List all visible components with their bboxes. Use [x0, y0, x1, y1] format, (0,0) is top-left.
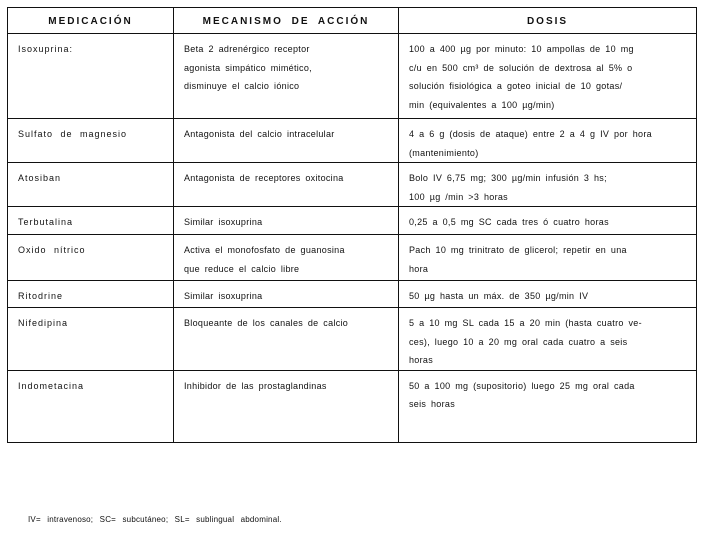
- cell-medicacion: Indometacina: [8, 370, 174, 442]
- text-line: seis horas: [409, 399, 456, 409]
- text-line: 50 µg hasta un máx. de 350 µg/min IV: [409, 291, 589, 301]
- medication-table: [7, 7, 697, 443]
- cell-mecanismo: [174, 163, 399, 207]
- text-line: Bolo IV 6,75 mg; 300 µg/min infusión 3 hs;: [409, 173, 607, 183]
- cell-dosis: [399, 235, 697, 281]
- header-medicacion: MEDICACIÓN: [8, 8, 174, 34]
- table-row: [8, 163, 697, 207]
- text-line: horas: [409, 355, 434, 365]
- text-line: 100 a 400 µg por minuto: 10 ampollas de 10 mg: [409, 44, 634, 54]
- text-line: Similar isoxuprina: [184, 291, 263, 301]
- text-line: Pach 10 mg trinitrato de glicerol; repetir en una: [409, 245, 627, 255]
- cell-dosis: [399, 308, 697, 371]
- header-dosis: DOSIS: [399, 8, 697, 34]
- cell-medicacion: Isoxuprina:: [8, 34, 174, 119]
- table-row: [8, 34, 697, 119]
- cell-mecanismo: [174, 308, 399, 371]
- cell-dosis: [399, 34, 697, 119]
- text-line: 50 a 100 mg (supositorio) luego 25 mg oral cada: [409, 380, 635, 391]
- table-row: [8, 370, 697, 442]
- cell-mecanismo: [174, 207, 399, 235]
- header-row: [8, 8, 697, 34]
- text-line: min (equivalentes a 100 µg/min): [409, 99, 555, 110]
- cell-mecanismo: [174, 34, 399, 119]
- table-row: [8, 119, 697, 163]
- cell-medicacion: Atosiban: [8, 163, 174, 207]
- text-line: Bloqueante de los canales de calcio: [184, 318, 349, 328]
- text-line: Similar isoxuprina: [184, 217, 263, 227]
- cell-mecanismo: [174, 119, 399, 163]
- cell-dosis: [399, 119, 697, 163]
- text-line: ces), luego 10 a 20 mg oral cada cuatro a seis: [409, 336, 628, 347]
- text-line: Beta 2 adrenérgico receptor: [184, 44, 310, 54]
- text-line: disminuye el calcio iónico: [184, 81, 300, 91]
- cell-dosis: [399, 281, 697, 308]
- cell-dosis: [399, 207, 697, 235]
- cell-dosis: [399, 370, 697, 442]
- text-line: hora: [409, 263, 429, 274]
- cell-medicacion: Terbutalina: [8, 207, 174, 235]
- cell-medicacion: Sulfato de magnesio: [8, 119, 174, 163]
- text-line: (mantenimiento): [409, 147, 479, 158]
- cell-dosis: [399, 163, 697, 207]
- cell-mecanismo: [174, 235, 399, 281]
- text-line: Inhibidor de las prostaglandinas: [184, 380, 327, 391]
- text-line: que reduce el calcio libre: [184, 263, 300, 274]
- table-row: [8, 207, 697, 235]
- cell-mecanismo: [174, 370, 399, 442]
- text-line: 4 a 6 g (dosis de ataque) entre 2 a 4 g IV por hora: [409, 129, 652, 139]
- cell-medicacion: Oxido nítrico: [8, 235, 174, 281]
- text-line: Activa el monofosfato de guanosina: [184, 245, 345, 255]
- text-line: c/u en 500 cm³ de solución de dextrosa al 5% o: [409, 62, 633, 73]
- abbreviations-footnote: IV= intravenoso; SC= subcutáneo; SL= sublingual abdominal.: [28, 515, 282, 524]
- table-row: [8, 235, 697, 281]
- text-line: Antagonista del calcio intracelular: [184, 129, 335, 139]
- text-line: 100 µg /min >3 horas: [409, 191, 508, 202]
- cell-medicacion: Nifedipina: [8, 308, 174, 371]
- header-mecanismo: MECANISMO DE ACCIÓN: [174, 8, 399, 34]
- text-line: 5 a 10 mg SL cada 15 a 20 min (hasta cuatro ve-: [409, 318, 642, 328]
- cell-medicacion: Ritodrine: [8, 281, 174, 308]
- text-line: 0,25 a 0,5 mg SC cada tres ó cuatro horas: [409, 217, 609, 227]
- cell-mecanismo: [174, 281, 399, 308]
- text-line: solución fisiológica a goteo inicial de 10 gotas/: [409, 81, 623, 91]
- text-line: agonista simpático mimético,: [184, 62, 312, 73]
- table-row: [8, 281, 697, 308]
- table-row: [8, 308, 697, 371]
- text-line: Antagonista de receptores oxitocina: [184, 173, 344, 183]
